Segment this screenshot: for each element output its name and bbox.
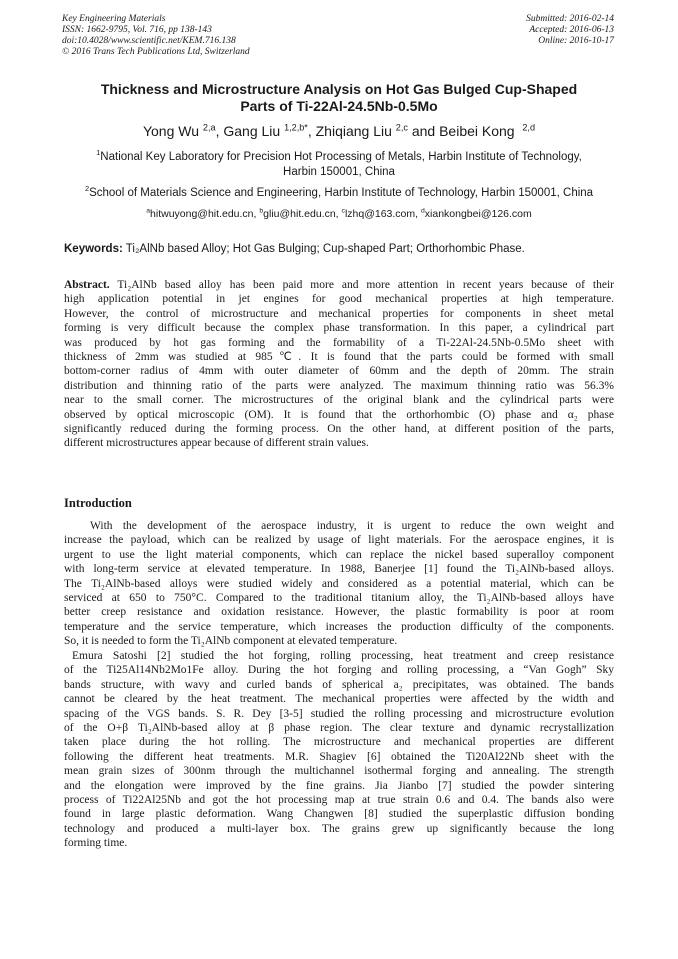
author-and: and — [411, 123, 436, 139]
paragraph-line: mean grain sizes of 300nm through the multichannel isothermal forging and annealing. The strength — [64, 765, 614, 778]
author-name: Zhiqiang Liu — [315, 123, 392, 139]
author-affil-mark: 2,c — [395, 122, 408, 133]
affil-mark: 2 — [84, 184, 90, 194]
abstract-line: different microstructures appear because of different strain values. — [64, 437, 369, 450]
title-line-1: Thickness and Microstructure Analysis on Hot Gas Bulged Cup-Shaped — [100, 81, 578, 97]
affil-1-line-1: National Key Laboratory for Precision Hot Processing of Metals, Harbin Institute of Technology, — [100, 151, 582, 163]
paragraph-line: better creep resistance and oxidation resistance. However, the plastic formability is poor at room — [64, 606, 614, 619]
abstract-line: observed by optical microscopic (OM). It is found that the orthorhombic (O) phase and α₂ phase — [64, 408, 614, 421]
abstract — [64, 278, 614, 451]
paragraph-line: The Ti₂AlNb-based alloys were studied widely and considered as a potential material, which can be — [64, 577, 614, 590]
abstract-line: However, the control of microstructure and mechanical properties for components in sheet metal — [64, 307, 614, 320]
copyright: © 2016 Trans Tech Publications Ltd, Switzerland — [62, 47, 250, 57]
paragraph-line: increase the payload, which can be realized by usage of light materials. For the aerospace engines, it is — [64, 534, 614, 547]
section-heading-introduction: Introduction — [64, 496, 132, 510]
paper-title — [40, 81, 638, 115]
paragraph-line: Emura Satoshi [2] studied the hot forging, rolling processing, heat treatment and creep resistance — [72, 650, 614, 662]
abstract-line: near to the small corner. The microstructures of the original blank and the cylindrical parts were — [64, 394, 614, 407]
author-list: Yong Wu $^{2,a}$, Gang Liu $^{1,2,b*}$, Zhiqiang Liu $^{2,c}$ and Beibei Kong $^{2,d}$ — [142, 122, 536, 139]
abstract-line: forming is very difficult because the complex phase transformation. In this paper, a cylindrical part — [64, 322, 614, 335]
email-link[interactable]: xiankongbei@126.com — [424, 208, 532, 220]
author-name: Gang Liu — [223, 123, 281, 139]
online-date: Online: 2016-10-17 — [538, 36, 614, 46]
affil-2-text: School of Materials Science and Engineering, Harbin Institute of Technology, Harbin 150001, China — [89, 187, 594, 199]
email-list: $^a$hitwuyong@hit.edu.cn, $^b$gliu@hit.edu.cn, $^c$lzhq@163.com, $^d$xiankongbei@126.com — [146, 207, 532, 220]
title-line-2: Parts of Ti-22Al-24.5Nb-0.5Mo — [240, 98, 438, 114]
accepted-date: Accepted: 2016-06-13 — [529, 25, 614, 35]
paragraph-line: temperature and the service temperature, which increases the production difficulty of the components. — [64, 620, 614, 633]
email-link[interactable]: lzhq@163.com, — [344, 208, 419, 220]
journal-name: Key Engineering Materials — [62, 14, 166, 24]
paragraph-line: spacing of the VGS bands. S. R. Dey [3-5] studied the rolling processing and microstructure evolution — [64, 707, 614, 720]
abstract-label: Abstract. — [64, 279, 110, 291]
abstract-line: Abstract. Ti₂AlNb based alloy has been paid more and more attention in recent years because of their — [64, 279, 614, 291]
abstract-line: was produced by hot gas forming and the formability of a Ti-22Al-24.5Nb-0.5Mo sheet with — [64, 336, 614, 349]
keywords-label: Keywords: — [64, 243, 123, 255]
affiliation-2 — [40, 186, 638, 201]
author-affil-mark: 1,2,b* — [284, 122, 308, 133]
abstract-line: significantly reduced during the forming process. On the other hand, at different position of the parts, — [64, 423, 614, 436]
paragraph-line: bands structure, with wavy and curled bands of spherical a₂ precipitates, was obtained. The bands — [64, 678, 614, 691]
author-name: Yong Wu — [142, 123, 200, 139]
doi: doi:10.4028/www.scientific.net/KEM.716.138 — [62, 36, 236, 46]
paragraph-line: taken place during the hot rolling. The microstructure and mechanical properties are different — [64, 736, 614, 749]
author-affil-mark: 2,a — [202, 122, 216, 133]
affil-1-line-2: Harbin 150001, China — [283, 166, 395, 178]
paragraph-line: process of Ti22Al25Nb and got the hot processing map at true strain 0.6 and 0.4. The bands also were — [64, 794, 614, 807]
affiliation-1 — [40, 150, 638, 180]
abstract-line: high application potential in jet engines for good mechanical properties at high temperature. — [64, 293, 614, 306]
paragraph-line: and the elongation were improved by the fine grains. Jia Jianbo [7] studied the powder sintering — [64, 779, 614, 792]
paragraph-line: urgent to use the light material components, which can replace the nickel based superalloy component — [64, 548, 614, 561]
abstract-line: bottom-corner radius of 4mm with outer diameter of 60mm and the depth of 20mm. The strain — [64, 365, 614, 378]
abstract-line: distribution and thinning ratio of the parts were analyzed. The maximum thinning ratio was 56.3% — [64, 379, 614, 392]
email-link[interactable]: gliu@hit.edu.cn, — [263, 208, 339, 220]
author-affil-mark: 2,d — [522, 122, 536, 133]
paragraph-line: of the Ti25Al14Nb2Mo1Fe alloy. During the hot forging and rolling processing, a “Van Gogh” Sky — [64, 664, 614, 677]
keywords-text: Ti₂AlNb based Alloy; Hot Gas Bulging; Cup-shaped Part; Orthorhombic Phase. — [125, 243, 525, 255]
dates-info — [526, 14, 614, 47]
author-name: Beibei Kong — [439, 123, 515, 139]
paragraph-line: technology and produced a multi-layer box. The grains grew up significantly because the long — [64, 822, 614, 835]
submitted-date: Submitted: 2016-02-14 — [526, 14, 614, 24]
intro-paragraph-1 — [64, 519, 614, 649]
paragraph-line: forming time. — [64, 837, 128, 850]
keywords — [64, 243, 614, 255]
paragraph-line: following the different heat treatments. M.R. Shagiev [6] obtained the Ti20Al22Nb sheet with the — [64, 750, 614, 763]
paragraph-line: serviced at 650 to 750°C. Compared to the traditional titanium alloy, the Ti₂AlNb-based alloys have — [64, 592, 614, 605]
paragraph-line: with long-term service at elevated temperature. In 1988, Banerjee [1] found the Ti₂AlNb-based alloys. — [64, 563, 614, 576]
abstract-line: thickness of 2mm was studied at 985℃. It is found that the parts could be formed with small — [64, 351, 614, 364]
email-link[interactable]: hitwuyong@hit.edu.cn, — [150, 208, 257, 220]
paragraph-line: of the O+β Ti₂AlNb-based alloy at β phase region. The clear texture and dynamic recrystallization — [64, 722, 614, 735]
paragraph-line: found in large plastic deformation. Wang Changwen [8] studied the superplastic diffusion bonding — [64, 808, 614, 821]
paragraph-line: cannot be cleared by the heat treatment. The mechanical properties were affected by the width and — [64, 693, 614, 706]
intro-paragraph-2 — [64, 649, 614, 851]
paragraph-line: With the development of the aerospace industry, it is urgent to reduce the own weight and — [90, 520, 614, 532]
affil-mark: 1 — [96, 148, 101, 158]
paragraph-line: So, it is needed to form the Ti₂AlNb component at elevated temperature. — [64, 635, 398, 648]
issn: ISSN: 1662-9795, Vol. 716, pp 138-143 — [62, 25, 212, 35]
journal-info — [62, 14, 250, 58]
